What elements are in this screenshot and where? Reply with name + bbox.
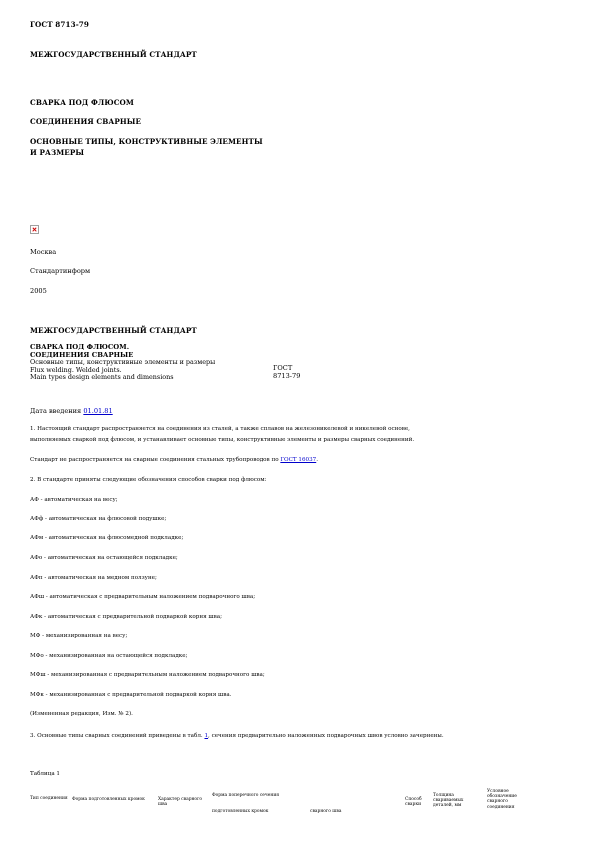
paragraph-2 <box>30 457 318 463</box>
header-prepared-edges: подготовленных кромок <box>212 809 269 814</box>
header-cross-section-group: Форма поперечного сечения <box>212 793 280 798</box>
intro-date <box>30 407 113 415</box>
publisher: Стандартинформ <box>30 267 91 275</box>
gost-16037-link[interactable]: ГОСТ 16037 <box>280 457 317 463</box>
method-mfk: МФк - механизированная с предварительной подваркой корня шва. <box>30 692 232 698</box>
paragraph-3: 2. В стандарте приняты следующие обозначения способов сварки под флюсом: <box>30 477 267 483</box>
table-1-link[interactable]: 1 <box>204 733 209 739</box>
method-af: АФ - автоматическая на весу; <box>30 497 118 503</box>
header-ru-title-1: СВАРКА ПОД ФЛЮСОМ. <box>30 343 130 351</box>
edition-note: (Измененная редакция, Изм. № 2). <box>30 711 133 717</box>
title-line-3: ОСНОВНЫЕ ТИПЫ, КОНСТРУКТИВНЫЕ ЭЛЕМЕНТЫ <box>30 137 263 146</box>
header-ru-subtitle: Основные типы, конструктивные элементы и размеры <box>30 358 216 367</box>
intro-date-link[interactable]: 01.01.81 <box>83 407 113 415</box>
intro-date-label: Дата введения <box>30 407 82 415</box>
method-afk: АФк - автоматическая с предварительной подваркой корня шва; <box>30 614 222 620</box>
standard-type-2: МЕЖГОСУДАРСТВЕННЫЙ СТАНДАРТ <box>30 326 197 335</box>
header-gost-label: ГОСТ <box>273 364 293 372</box>
method-mfsh: МФш - механизированная с предварительным наложением подварочного шва; <box>30 672 265 678</box>
year: 2005 <box>30 287 47 295</box>
header-en-title-1: Flux welding. Welded joints. <box>30 365 122 374</box>
title-line-1: СВАРКА ПОД ФЛЮСОМ <box>30 98 134 107</box>
standard-type: МЕЖГОСУДАРСТВЕННЫЙ СТАНДАРТ <box>30 50 197 59</box>
method-afsh: АФш - автоматическая с предварительным наложением подварочного шва; <box>30 594 256 600</box>
method-mf: МФ - механизированная на весу; <box>30 633 128 639</box>
header-designation: Условное обозначение сварного соединения <box>487 789 517 810</box>
paragraph-2-text: Стандарт не распространяется на сварные соединения стальных трубопроводов по <box>30 457 279 463</box>
header-edge-shape: Форма подготовленных кромок <box>72 797 145 802</box>
paragraph-1-line-1: 1. Настоящий стандарт распространяется на соединения из сталей, а также сплавов на железоникелевой и никелевой основе, <box>30 426 410 432</box>
header-welding-method: Способ сварки <box>405 797 422 808</box>
paragraph-1-line-2: выполняемых сваркой под флюсом, и устанавливает основные типы, конструктивные элементы и размеры сварных соединений. <box>30 437 415 443</box>
method-afm: АФм - автоматическая на флюсомедной подкладке; <box>30 535 184 541</box>
table-label: Таблица 1 <box>30 771 60 777</box>
header-thickness: Толщина свариваемых деталей, мм <box>433 793 464 809</box>
paragraph-4-text-a: 3. Основные типы сварных соединений приведены в табл. <box>30 733 203 739</box>
doc-code: ГОСТ 8713-79 <box>30 20 89 29</box>
header-gost-code <box>273 364 300 380</box>
header-en-title-2: Main types design elements and dimensions <box>30 373 174 381</box>
header-weld-nature: Характер сварного шва <box>158 797 203 808</box>
paragraph-2-end: . <box>316 457 318 463</box>
broken-image-icon <box>30 225 39 234</box>
method-aff: АФф - автоматическая на флюсовой подушке; <box>30 516 167 522</box>
standard-header-block <box>30 344 215 381</box>
method-mfo: МФо - механизированная на остающейся подкладке; <box>30 653 188 659</box>
title-line-4: И РАЗМЕРЫ <box>30 148 85 157</box>
header-joint-type: Тип соединения <box>30 796 68 801</box>
city: Москва <box>30 248 57 256</box>
paragraph-4 <box>30 733 444 739</box>
method-afo: АФо - автоматическая на остающейся подкладке; <box>30 555 178 561</box>
header-weld-section: сварного шва <box>310 809 342 814</box>
title-line-2: СОЕДИНЕНИЯ СВАРНЫЕ <box>30 117 142 126</box>
paragraph-4-text-b: , сечения предварительно наложенных подварочных швов условно зачернены. <box>208 733 444 739</box>
method-afp: АФп - автоматическая на медном ползуне; <box>30 575 157 581</box>
header-gost-number: 8713-79 <box>273 372 301 380</box>
header-ru-title-2: СОЕДИНЕНИЯ СВАРНЫЕ <box>30 350 134 359</box>
